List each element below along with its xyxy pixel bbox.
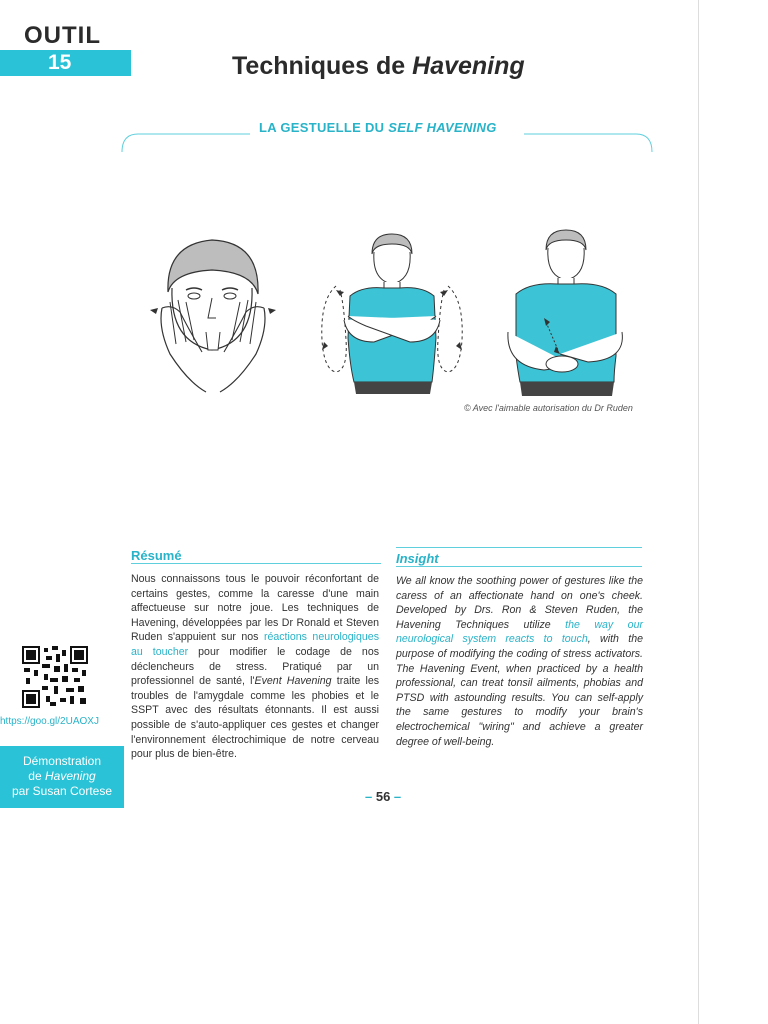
insight-text-1: We all know the soothing power of gestures like the caress of an affectionate hand on one's cheek. Developed by Drs. Ron & Steven Ruden, the Havening Techniques utilize (396, 575, 643, 631)
arms-crossed-figure (314, 230, 470, 400)
insight-link[interactable]: the way our neurological system reacts to touch (396, 618, 643, 646)
demo-callout[interactable] (0, 746, 124, 808)
section-title-main: LA GESTUELLE DU (259, 120, 389, 135)
qr-url-link[interactable]: https://goo.gl/2UAOXJ (0, 716, 99, 727)
face-holding-figure (148, 232, 278, 398)
resume-body (131, 572, 379, 762)
insight-body (396, 574, 643, 749)
title-main: Techniques de (232, 52, 413, 80)
insight-heading: Insight (396, 551, 439, 566)
tool-tab (0, 22, 131, 76)
tool-number-badge (0, 50, 131, 76)
demo-line-1: Démonstration (22, 754, 102, 768)
scan-margin (698, 0, 768, 1024)
tool-number: 15 (48, 51, 72, 74)
title-italic: Havening (412, 52, 525, 80)
resume-text-2: pour modifier le codage de nos déclencheurs de stress. Pratiqué par un professionnel de santé, l' (131, 645, 380, 688)
resume-link[interactable]: réactions neurologiques au toucher (131, 631, 379, 658)
image-credit: © Avec l'aimable autorisation du Dr Ruden (464, 403, 633, 413)
qr-code[interactable] (22, 646, 88, 708)
page-number-value: 56 (375, 789, 391, 804)
page-number: – 56 – (365, 789, 402, 804)
demo-line-3: par Susan Cortese (11, 784, 113, 798)
palm-rubbing-figure (504, 226, 626, 398)
page-title (232, 52, 525, 81)
resume-rule (131, 563, 381, 564)
resume-text-3: traite les troubles de l'amygdale comme les phobies et le SSPT avec des résultats étonnants. Il est aussi possible de s'auto-appliquer ces gestes et changer l'environnement électrochimique de notre cerveau pour plus de bien-être. (131, 675, 380, 761)
resume-heading: Résumé (131, 548, 182, 563)
tool-word: OUTIL (24, 22, 101, 49)
section-title (259, 120, 497, 135)
demo-line-2-italic: Havening (44, 769, 96, 783)
insight-rule (396, 566, 642, 567)
resume-text-1: Nous connaissons tous le pouvoir réconfortant de certains gestes, comme la caresse d'une main affectueuse sur notre joue. Les techniques de Havening, développées par les Dr Ronald et Steven Ruden s'appuient sur nos (131, 573, 379, 644)
demo-line-2-prefix: de (28, 769, 45, 783)
demo-line-2 (0, 769, 124, 784)
insight-text-2: , with the purpose of modifying the coding of stress activators. The Havening Event, when practiced by a health professional, can treat tonsil ailments, phobias and PTSD with astounding results. You can self-apply the same gestures to modify your brain's electrochemical "wiring" and achieve a greater degree of well-being. (396, 633, 643, 748)
resume-italic: Event Havening (254, 675, 332, 688)
insight-rule-top (396, 547, 642, 548)
section-title-italic: SELF HAVENING (388, 120, 497, 135)
